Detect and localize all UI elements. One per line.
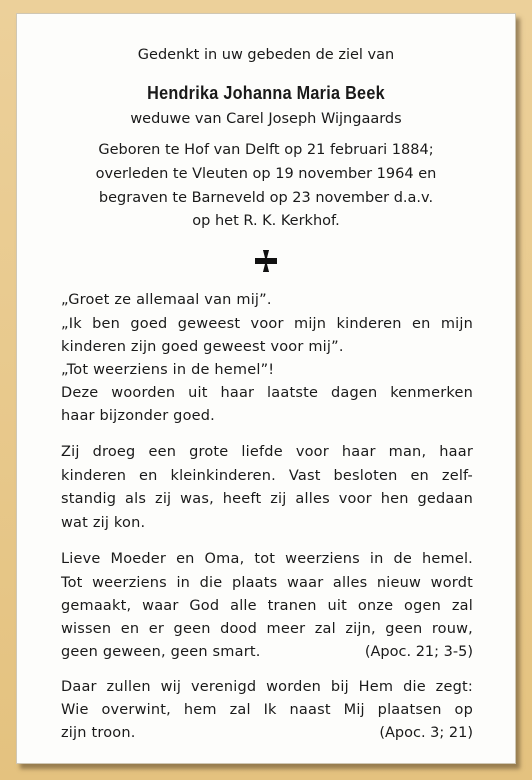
paragraph-1-line-1: „Groet ze allemaal van mij”. [61,292,272,308]
paragraph-4-line-3: zijn troon. [61,725,136,741]
birth-line: Geboren te Hof van Delft op 21 februari 1884; [98,142,434,158]
deceased-name: Hendrika Johanna Maria Beek [147,83,385,103]
spouse-line: weduwe van Carel Joseph Wijngaards [130,111,402,127]
paragraph-2-line-3: standig als zij was, heeft zij alles voor hen gedaan [61,491,473,507]
paragraph-1-line-5: Deze woorden uit haar laatste dagen kenmerken [61,385,473,401]
scripture-reference: (Apoc. 3; 21) [379,725,473,741]
scripture-reference: (Apoc. 21; 3-5) [364,644,473,660]
paragraph-4-line-2: Wie overwint, hem zal Ik naast Mij plaatsen op [61,702,473,718]
cemetery-line: op het R. K. Kerkhof. [192,213,340,229]
paragraph-3-line-1: Lieve Moeder en Oma, tot weerziens in de hemel. [61,551,473,567]
paragraph-4-line-1: Daar zullen wij verenigd worden bij Hem die zegt: [61,679,473,695]
paragraph-2-line-1: Zij droeg een grote liefde voor haar man, haar [61,444,473,460]
intro-line: Gedenkt in uw gebeden de ziel van [137,47,395,63]
paragraph-2-line-4: wat zij kon. [61,515,146,531]
paragraph-1-line-2: „Ik ben goed geweest voor mijn kinderen en mijn [61,316,473,332]
paragraph-3-line-3: gemaakt, waar God alle tranen uit onze ogen zal [61,598,473,614]
memorial-card [16,13,516,764]
paragraph-3-line-4: wissen en er geen dood meer zal zijn, geen rouw, [61,621,473,637]
paragraph-2-line-2: kinderen en kleinkinderen. Vast besloten en zelf- [61,468,473,484]
paragraph-3-line-2: Tot weerziens in die plaats waar alles nieuw wordt [61,575,473,591]
burial-line: begraven te Barneveld op 23 november d.a.v. [98,190,434,206]
paragraph-3-line-5: geen geween, geen smart. [61,644,261,660]
paragraph-1-line-4: „Tot weerziens in de hemel”! [61,362,275,378]
paragraph-1-line-6: haar bijzonder goed. [61,408,215,424]
cross-pattee-icon [255,250,277,272]
death-line: overleden te Vleuten op 19 november 1964 en [95,166,437,182]
paragraph-1-line-3: kinderen zijn goed geweest voor mij”. [61,339,344,355]
